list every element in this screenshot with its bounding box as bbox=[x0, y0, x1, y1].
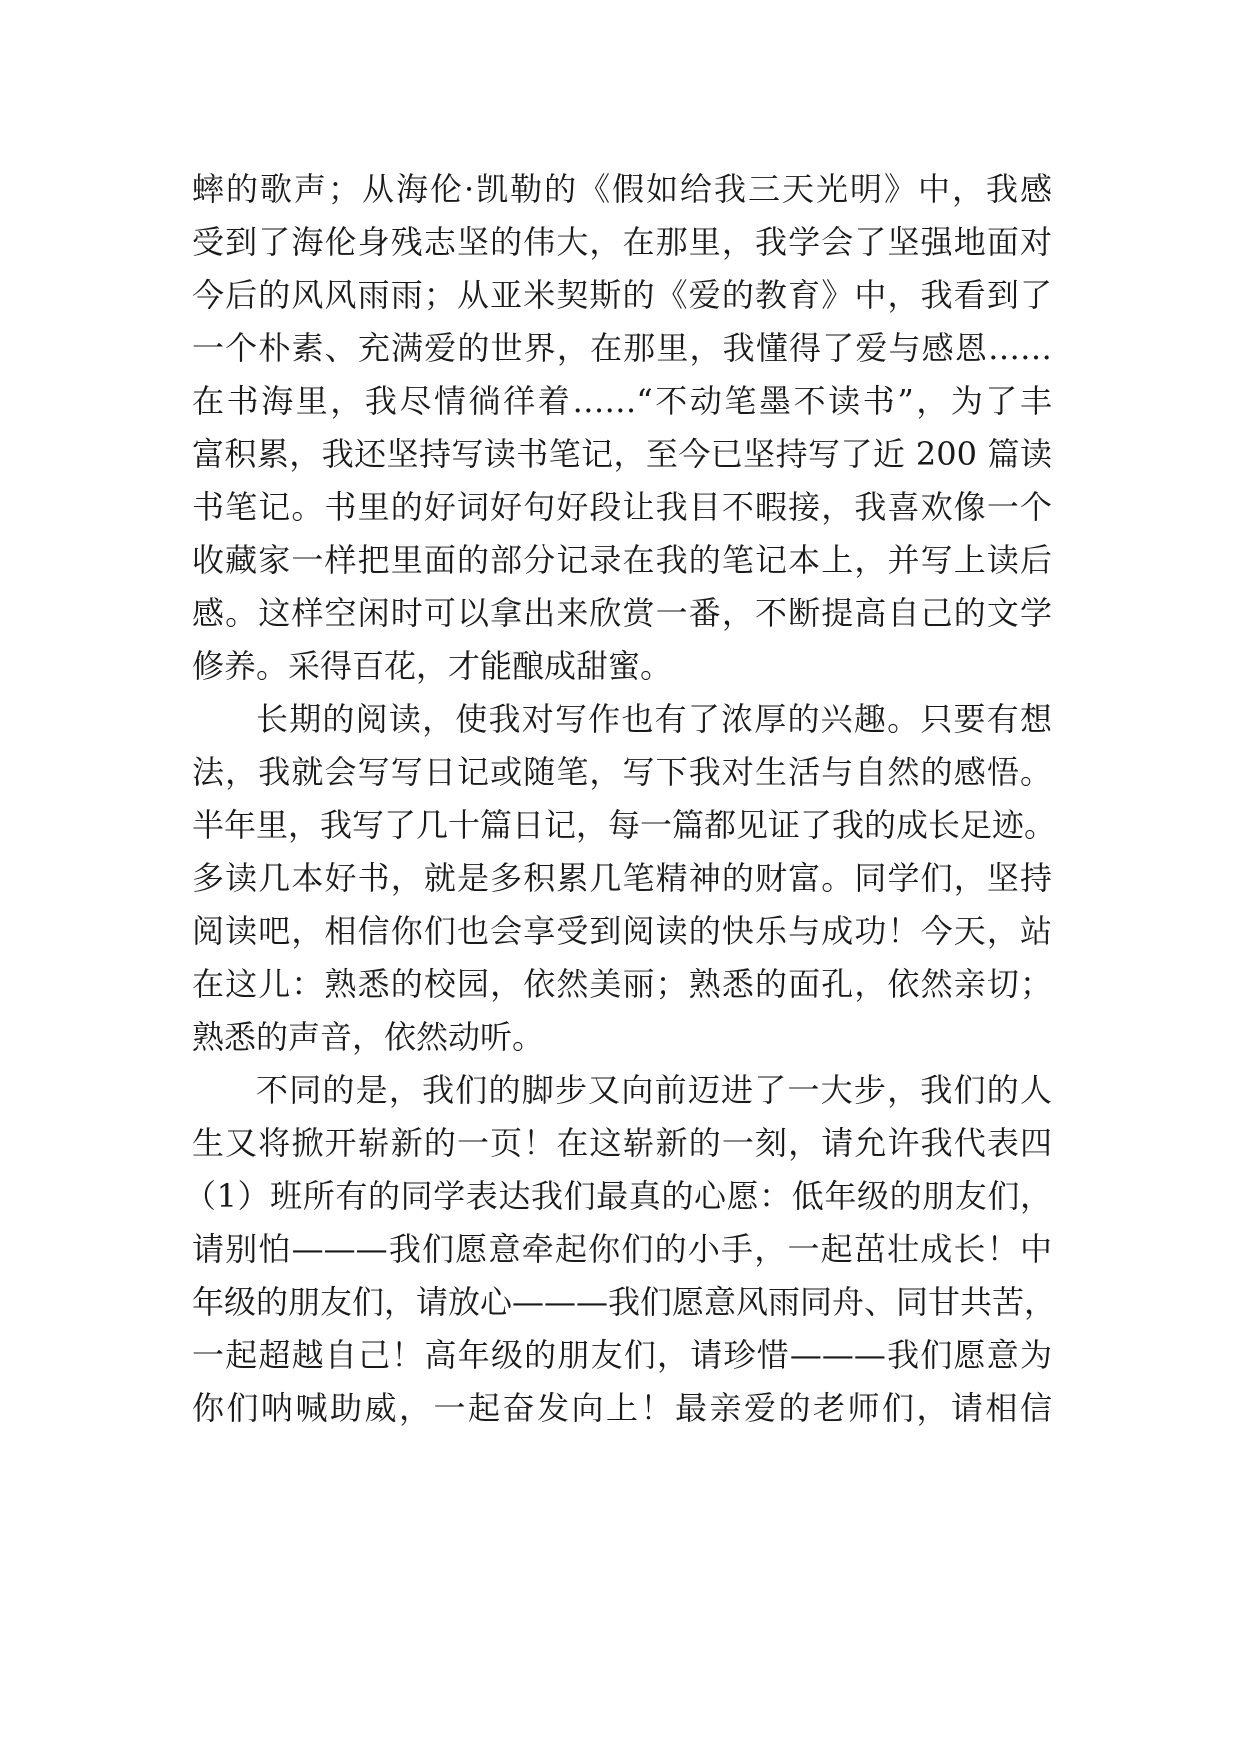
text-line: 不同的是，我们的脚步又向前迈进了一大步，我们的人 bbox=[256, 1071, 1052, 1109]
text-line: 在书海里，我尽情徜徉着……“不动笔墨不读书”，为了丰 bbox=[192, 382, 1052, 420]
text-line: 在这儿：熟悉的校园，依然美丽；熟悉的面孔，依然亲切； bbox=[192, 965, 1052, 1003]
text-line: 一起超越自己！高年级的朋友们，请珍惜———我们愿意为 bbox=[192, 1336, 1052, 1374]
document-body bbox=[184, 163, 1057, 1435]
text-line: 书笔记。书里的好词好句好段让我目不暇接，我喜欢像一个 bbox=[192, 488, 1052, 526]
text-line: 一个朴素、充满爱的世界，在那里，我懂得了爱与感恩…… bbox=[192, 329, 1052, 367]
text-line: 请别怕———我们愿意牵起你们的小手，一起茁壮成长！中 bbox=[192, 1230, 1052, 1268]
text-line: 收藏家一样把里面的部分记录在我的笔记本上，并写上读后 bbox=[192, 541, 1052, 579]
text-line: 感。这样空闲时可以拿出来欣赏一番，不断提高自己的文学 bbox=[192, 594, 1052, 632]
text-line: 你们呐喊助威，一起奋发向上！最亲爱的老师们，请相信 bbox=[192, 1389, 1052, 1427]
text-line: 法，我就会写写日记或随笔，写下我对生活与自然的感悟。 bbox=[192, 753, 1052, 791]
text-line: 生又将掀开崭新的一页！在这崭新的一刻，请允许我代表四 bbox=[192, 1124, 1052, 1162]
text-line: 阅读吧，相信你们也会享受到阅读的快乐与成功！今天，站 bbox=[192, 912, 1052, 950]
text-line: 修养。采得百花，才能酿成甜蜜。 bbox=[192, 647, 673, 685]
paragraph-3 bbox=[184, 1064, 1057, 1435]
text-line: （1）班所有的同学表达我们最真的心愿：低年级的朋友们， bbox=[184, 1177, 1052, 1215]
text-line: 受到了海伦身残志坚的伟大，在那里，我学会了坚强地面对 bbox=[192, 223, 1052, 261]
text-line: 富积累，我还坚持写读书笔记，至今已坚持写了近 200 篇读 bbox=[192, 435, 1052, 473]
paragraph-2 bbox=[192, 693, 1057, 1064]
text-line: 年级的朋友们，请放心———我们愿意风雨同舟、同甘共苦， bbox=[192, 1283, 1057, 1321]
text-line: 蟀的歌声；从海伦·凯勒的《假如给我三天光明》中，我感 bbox=[192, 170, 1052, 208]
text-line: 熟悉的声音，依然动听。 bbox=[192, 1018, 545, 1056]
text-line: 半年里，我写了几十篇日记，每一篇都见证了我的成长足迹。 bbox=[192, 806, 1057, 844]
text-line: 多读几本好书，就是多积累几笔精神的财富。同学们，坚持 bbox=[192, 859, 1052, 897]
paragraph-1 bbox=[192, 163, 1052, 693]
text-line: 今后的风风雨雨；从亚米契斯的《爱的教育》中，我看到了 bbox=[192, 276, 1052, 314]
text-line: 长期的阅读，使我对写作也有了浓厚的兴趣。只要有想 bbox=[256, 700, 1052, 738]
